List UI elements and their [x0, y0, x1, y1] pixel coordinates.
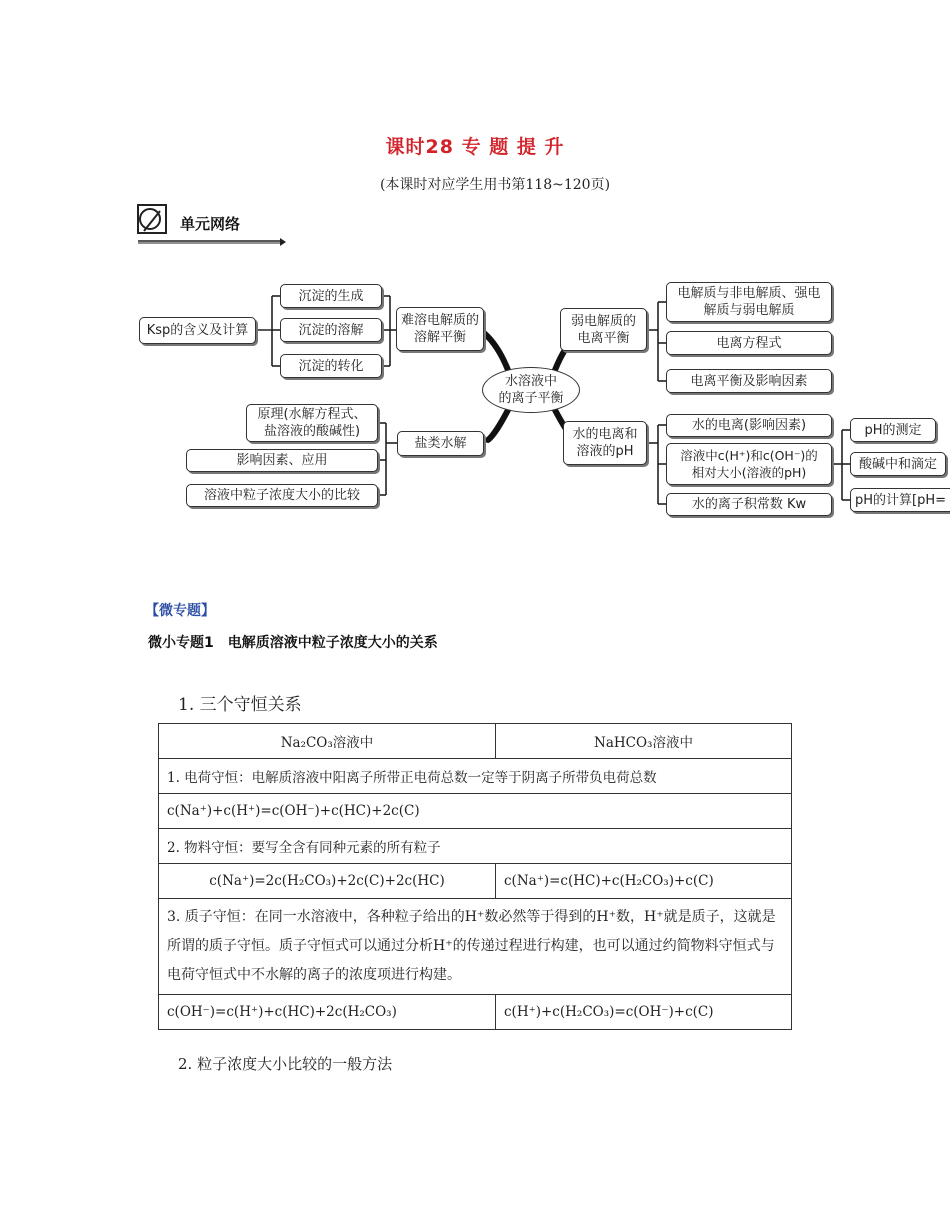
unit-network-label: 单元网络 — [180, 215, 241, 233]
precipitation-dissolution-box: 沉淀的溶解 — [280, 318, 382, 342]
page-title: 课时28 专 题 提 升 — [385, 136, 565, 158]
table-row — [159, 724, 792, 759]
table-row — [159, 899, 792, 995]
insoluble-equilibrium-box: 难溶电解质的 溶解平衡 — [396, 307, 484, 351]
salt-hydrolysis-box: 盐类水解 — [397, 431, 484, 456]
water-ion-product-box: 水的离子积常数 Kw — [666, 493, 832, 516]
ionization-equation-box: 电离方程式 — [666, 331, 832, 355]
center-node: 水溶液中 的离子平衡 — [482, 367, 580, 413]
hydrolysis-factors-box: 影响因素、应用 — [186, 449, 378, 472]
table-row — [159, 864, 792, 899]
material-equation-na2co3: c(Na⁺)=2c(H₂CO₃)+2c(C)+2c(HC) — [159, 864, 496, 899]
weak-electrolyte-box: 弱电解质的 电离平衡 — [560, 308, 647, 351]
micro-topic-tag: 【微专题】 — [145, 603, 215, 619]
hydrolysis-principle-box: 原理(水解方程式、 盐溶液的酸碱性) — [246, 404, 378, 442]
charge-conservation-equation: c(Na⁺)+c(H⁺)=c(OH⁻)+c(HC)+2c(C) — [159, 794, 792, 829]
water-ionization-factors-box: 水的电离(影响因素) — [666, 414, 832, 437]
table-row — [159, 759, 792, 794]
table-header-na2co3: Na₂CO₃溶液中 — [159, 724, 496, 759]
heading-three-conservations: 1. 三个守恒关系 — [178, 695, 302, 715]
conservation-table — [158, 723, 792, 1030]
heading-comparison-method: 2. 粒子浓度大小比较的一般方法 — [178, 1055, 393, 1073]
material-equation-nahco3: c(Na⁺)=c(HC)+c(H₂CO₃)+c(C) — [496, 864, 792, 899]
page-subtitle: (本课时对应学生用书第118~120页) — [379, 177, 611, 193]
precipitation-formation-box: 沉淀的生成 — [280, 284, 382, 308]
table-row — [159, 995, 792, 1030]
relative-concentration-box: 溶液中c(H⁺)和c(OH⁻)的 相对大小(溶液的pH) — [666, 443, 832, 485]
micro-topic-title: 微小专题1 电解质溶液中粒子浓度大小的关系 — [148, 635, 438, 651]
table-header-nahco3: NaHCO₃溶液中 — [496, 724, 792, 759]
ph-calculation-box: pH的计算[pH= — [850, 488, 950, 512]
particle-concentration-box: 溶液中粒子浓度大小的比较 — [186, 484, 378, 507]
material-conservation-title: 2. 物料守恒：要写全含有同种元素的所有粒子 — [159, 829, 792, 864]
precipitation-conversion-box: 沉淀的转化 — [280, 354, 382, 378]
charge-conservation-title: 1. 电荷守恒：电解质溶液中阳离子所带正电荷总数一定等于阴离子所带负电荷总数 — [159, 759, 792, 794]
ionization-factors-box: 电离平衡及影响因素 — [666, 369, 832, 393]
electrolyte-types-box: 电解质与非电解质、强电 解质与弱电解质 — [666, 282, 832, 322]
proton-equation-na2co3: c(OH⁻)=c(H⁺)+c(HC)+2c(H₂CO₃) — [159, 995, 496, 1030]
table-row — [159, 829, 792, 864]
proton-conservation-text: 3. 质子守恒：在同一水溶液中，各种粒子给出的H⁺数必然等于得到的H⁺数，H⁺就是质子，这就是所谓的质子守恒。质子守恒式可以通过分析H⁺的传递过程进行构建，也可以通过约简物料守恒式与电荷守恒式中不水解的离子的浓度项进行构建。 — [159, 899, 792, 995]
water-ionization-box: 水的电离和 溶液的pH — [563, 421, 647, 465]
acid-base-titration-box: 酸碱中和滴定 — [850, 452, 946, 476]
ph-measurement-box: pH的测定 — [850, 418, 936, 442]
ksp-box: Ksp的含义及计算 — [139, 317, 256, 344]
table-row — [159, 794, 792, 829]
proton-equation-nahco3: c(H⁺)+c(H₂CO₃)=c(OH⁻)+c(C) — [496, 995, 792, 1030]
